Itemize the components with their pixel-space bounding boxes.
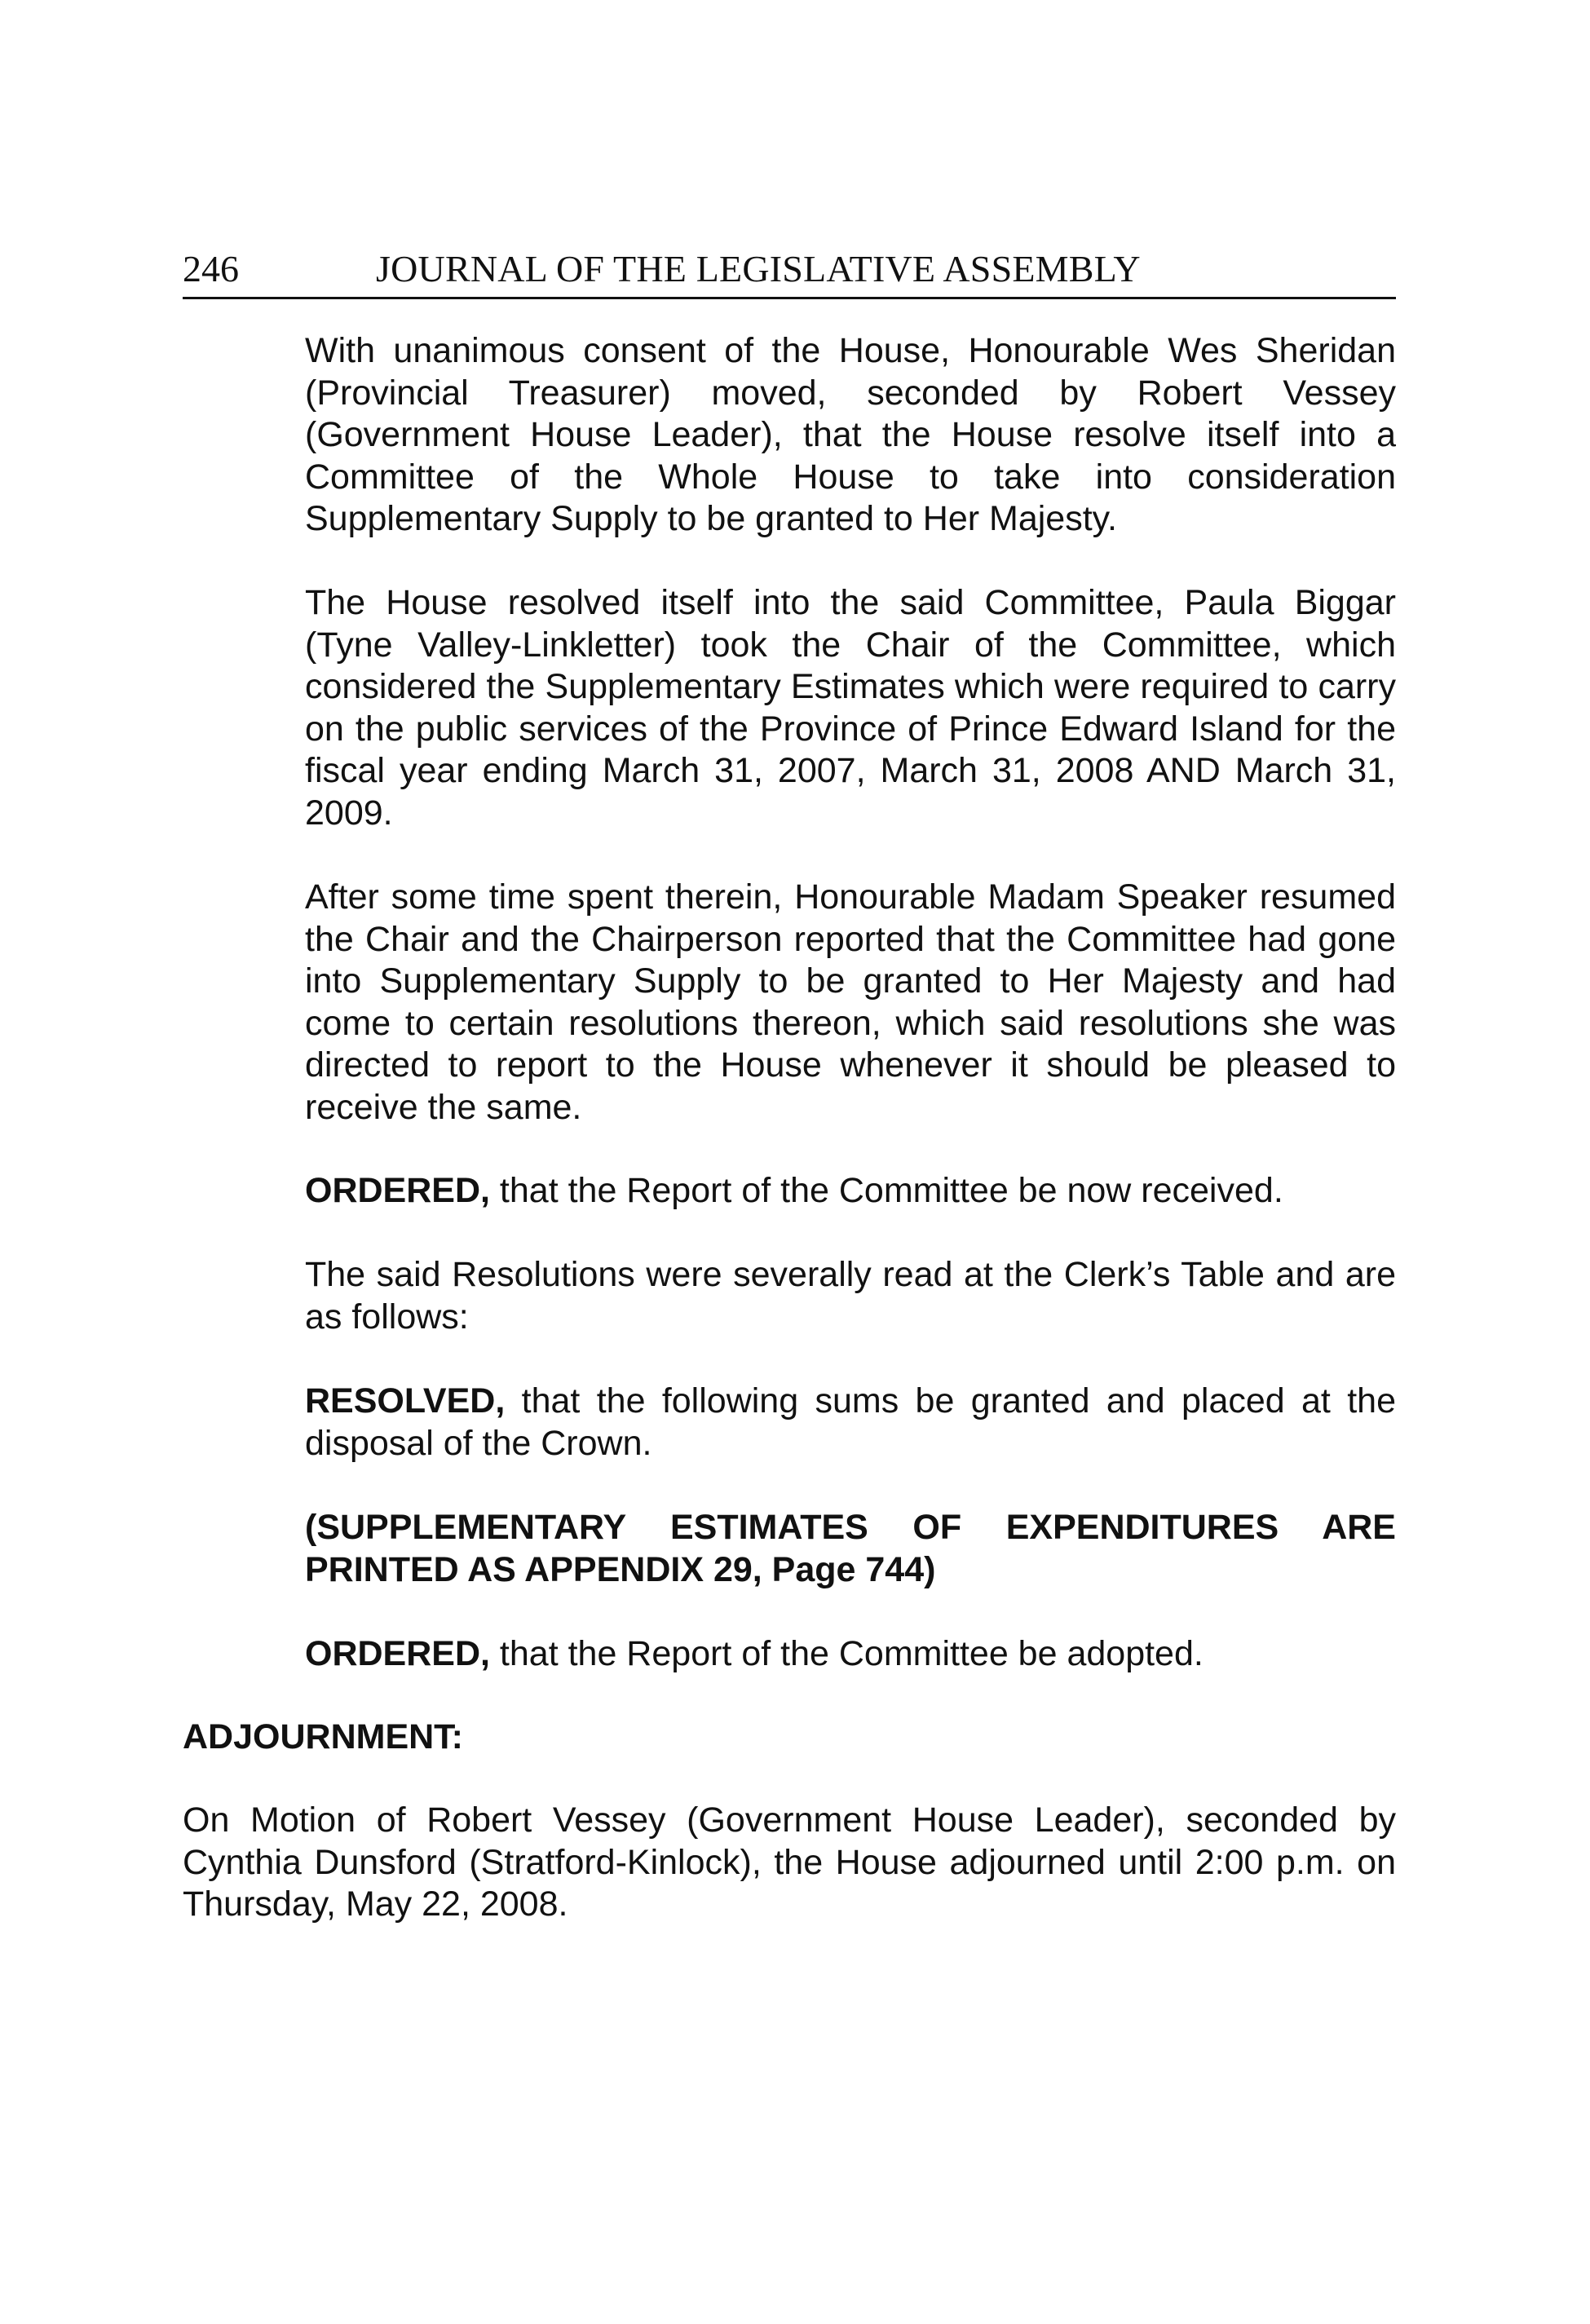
ordered-label: ORDERED, <box>305 1634 490 1673</box>
paragraph-speaker-resumed: After some time spent therein, Honourable Madam Speaker resumed the Chair and the Chairperson reported that the Committee had gone into Supplementary Supply to be granted to Her Majesty and had come to certain resolutions thereon, which said resolutions she was directed to report to the House whenever it should be pleased to receive the same. <box>305 877 1396 1127</box>
paragraph-resolved <box>305 1381 1396 1465</box>
ordered-adopted-text: that the Report of the Committee be adopted. <box>489 1634 1204 1673</box>
paragraph-ordered-adopted <box>305 1633 1396 1676</box>
page-number: 246 <box>183 248 239 289</box>
paragraph-resolutions-read: The said Resolutions were severally read at the Clerk’s Table and are as follows: <box>305 1255 1396 1337</box>
adjournment-heading: ADJOURNMENT: <box>183 1717 463 1756</box>
ordered-label: ORDERED, <box>305 1171 490 1210</box>
paragraph-ordered-received <box>305 1170 1396 1213</box>
resolved-label: RESOLVED, <box>305 1381 506 1420</box>
journal-title: JOURNAL OF THE LEGISLATIVE ASSEMBLY <box>376 248 1141 289</box>
resolved-text: that the following sums be granted and placed at the disposal of the Crown. <box>305 1381 1396 1463</box>
ordered-received-text: that the Report of the Committee be now received. <box>489 1171 1283 1210</box>
page-header <box>183 245 1396 299</box>
paragraph-motion-supply: With unanimous consent of the House, Honourable Wes Sheridan (Provincial Treasurer) moved, seconded by Robert Vessey (Government House Leader), that the House resolve itself into a Committee of the Whole House to take into consideration Supplementary Supply to be granted to Her Majesty. <box>305 331 1396 538</box>
paragraph-committee: The House resolved itself into the said Committee, Paula Biggar (Tyne Valley-Linkletter) took the Chair of the Committee, which considered the Supplementary Estimates which were required to carry on the public services of the Province of Prince Edward Island for the fiscal year ending March 31, 2007, March 31, 2008 AND March 31, 2009. <box>305 583 1396 833</box>
paragraph-appendix-note: (SUPPLEMENTARY ESTIMATES OF EXPENDITURES ARE PRINTED AS APPENDIX 29, Page 744) <box>305 1508 1396 1589</box>
paragraph-adjournment: On Motion of Robert Vessey (Government House Leader), seconded by Cynthia Dunsford (Stratford-Kinlock), the House adjourned until 2:00 p.m. on Thursday, May 22, 2008. <box>183 1800 1396 1924</box>
